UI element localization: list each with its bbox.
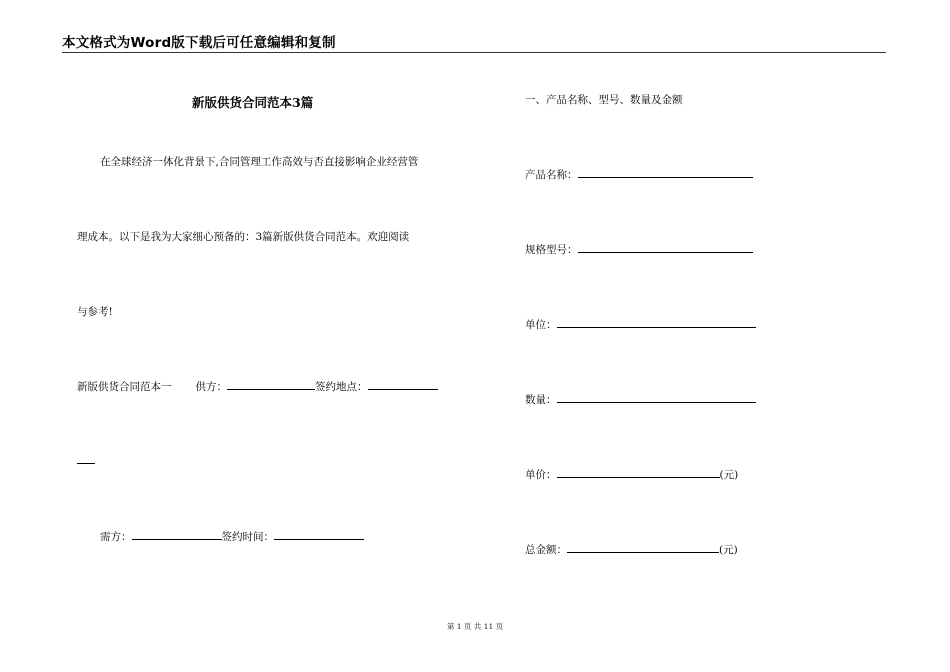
buyer-label: 需方： (100, 531, 132, 543)
supplier-blank[interactable] (227, 380, 315, 390)
spec-blank[interactable] (578, 243, 753, 253)
total-blank[interactable] (567, 543, 719, 553)
supplier-label: 供方： (195, 381, 227, 393)
contract-one-label: 新版供货合同范本一 (77, 381, 172, 393)
sign-place-blank[interactable] (368, 380, 438, 390)
page-footer: 第 1 页 共 11 页 (446, 622, 504, 631)
quantity-label: 数量： (525, 394, 557, 406)
sign-time-blank[interactable] (274, 530, 364, 540)
sign-place-label: 签约地点： (315, 381, 368, 393)
unit-price-row (525, 468, 738, 482)
unit-price-label: 单价： (525, 469, 557, 481)
total-row (525, 543, 738, 557)
sign-place-blank-continued[interactable] (77, 463, 95, 464)
sign-time-label: 签约时间： (221, 531, 274, 543)
spec-row (525, 243, 753, 257)
document-title: 新版供货合同范本3篇 (192, 95, 314, 110)
intro-line-2: 理成本。以下是我为大家细心预备的：3篇新版供货合同范本。欢迎阅读 (77, 231, 410, 243)
total-suffix: (元) (719, 544, 738, 556)
product-name-blank[interactable] (578, 168, 753, 178)
product-name-row (525, 168, 753, 182)
unit-row (525, 318, 756, 332)
buyer-blank[interactable] (132, 530, 222, 540)
intro-line-1: 在全球经济一体化背景下,合同管理工作高效与否直接影响企业经营管 (100, 156, 419, 168)
unit-label: 单位： (525, 319, 557, 331)
spec-label: 规格型号： (525, 244, 578, 256)
total-label: 总金额： (525, 544, 567, 556)
buyer-row (100, 530, 364, 544)
product-name-label: 产品名称： (525, 169, 578, 181)
quantity-row (525, 393, 756, 407)
unit-price-suffix: (元) (719, 469, 739, 481)
intro-line-3: 与参考! (77, 306, 113, 318)
unit-price-blank[interactable] (557, 468, 720, 478)
contract-one-row (77, 380, 438, 394)
document-header: 本文格式为Word版下载后可任意编辑和复制 (62, 34, 886, 53)
section-heading: 一、产品名称、型号、数量及金额 (525, 94, 683, 106)
quantity-blank[interactable] (557, 393, 756, 403)
unit-blank[interactable] (557, 318, 756, 328)
